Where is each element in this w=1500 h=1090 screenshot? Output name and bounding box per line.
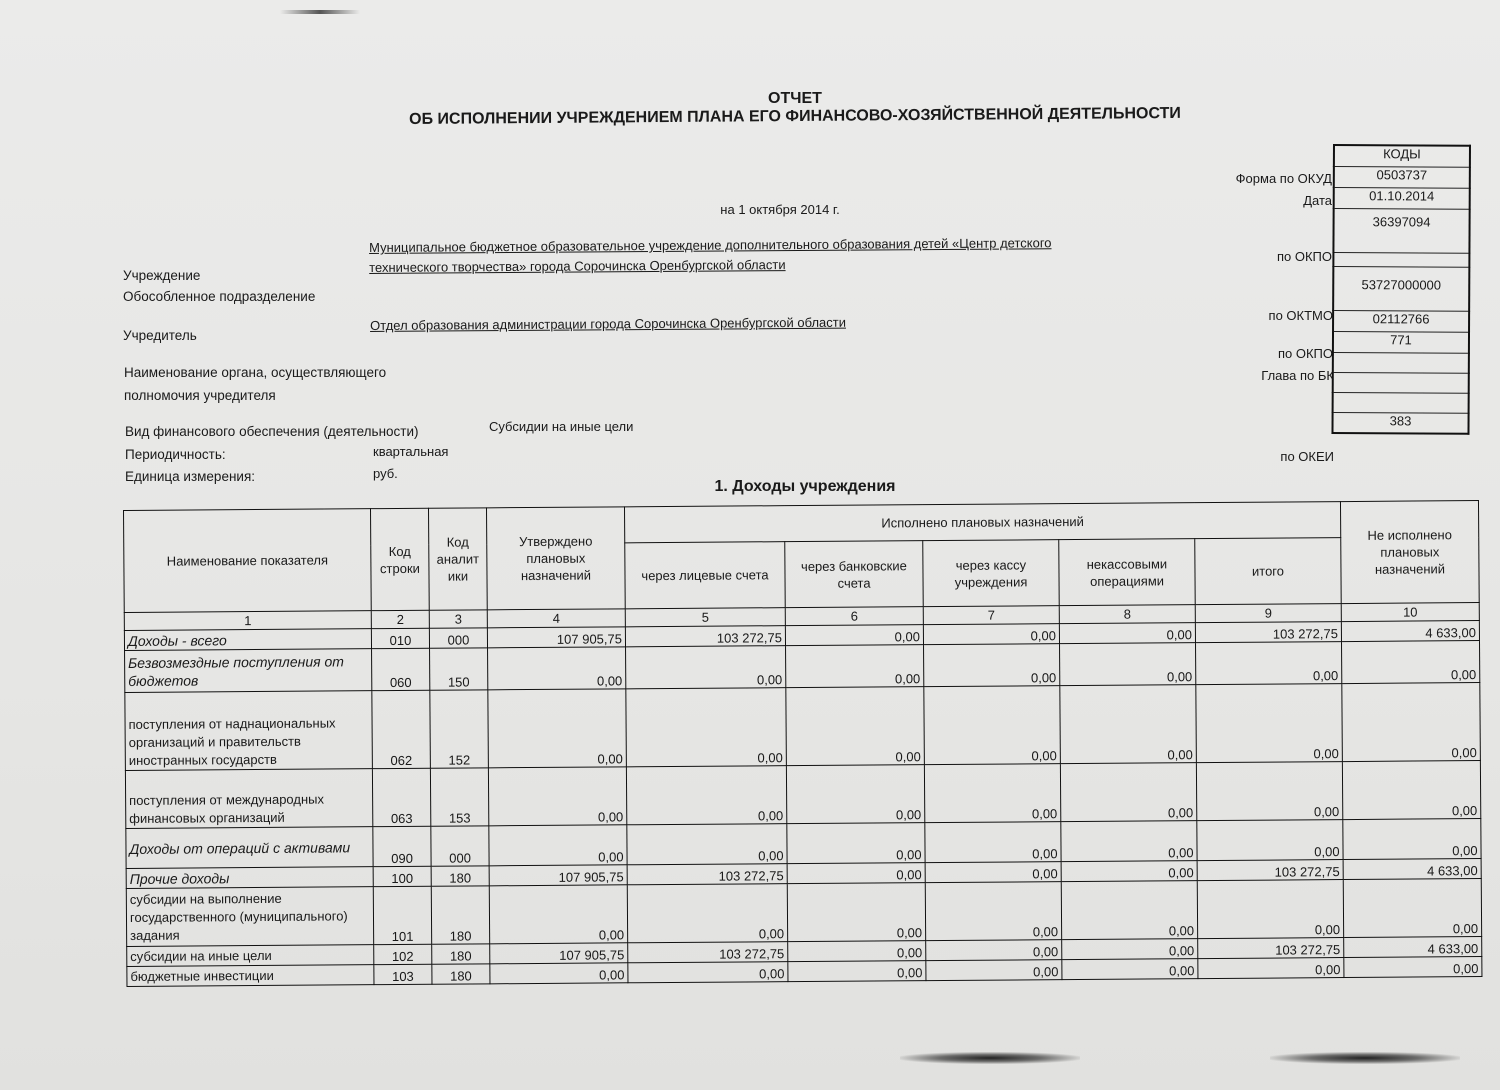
periodicity-value: квартальная <box>373 444 449 459</box>
authority-label-line1: Наименование органа, осуществляющего <box>124 365 387 380</box>
row-bank: 0,00 <box>786 645 924 688</box>
row-bank: 0,00 <box>786 687 925 766</box>
row-name: поступления от наднациональных организаций и правительств иностранных государств <box>125 691 373 771</box>
date-code-value: 01.10.2014 <box>1334 187 1470 209</box>
row-total: 0,00 <box>1198 958 1344 979</box>
scan-shadow-bottom <box>900 1052 1080 1064</box>
row-accounts: 0,00 <box>628 962 788 983</box>
section-title: 1. Доходы учреждения <box>714 478 896 495</box>
row-name: Доходы - всего <box>124 629 371 651</box>
codes-empty-row-2 <box>1333 352 1469 373</box>
row-cash: 0,00 <box>924 764 1060 823</box>
row-accounts: 0,00 <box>627 884 787 943</box>
date-code-label: Дата <box>1303 193 1332 208</box>
founder-value: Отдел образования администрации города Сорочинска Оренбургской области <box>370 314 846 333</box>
col-number: 10 <box>1341 603 1479 622</box>
col-number: 2 <box>371 610 429 628</box>
okei-value: 383 <box>1332 412 1468 434</box>
oktmo-label: по ОКТМО <box>1268 308 1333 323</box>
row-name: поступления от международных финансовых организаций <box>125 769 372 829</box>
row-accounts: 0,00 <box>626 646 786 689</box>
row-cash: 0,00 <box>924 644 1060 687</box>
row-analytic-code: 000 <box>431 826 489 866</box>
row-approved: 0,00 <box>488 647 626 690</box>
codes-empty-row-3 <box>1333 372 1469 393</box>
row-not-executed: 4 633,00 <box>1343 859 1481 880</box>
okpo-founder-label: по ОКПО <box>1277 346 1333 361</box>
row-cash: 0,00 <box>925 822 1061 863</box>
income-table <box>123 500 1482 987</box>
row-total: 103 272,75 <box>1198 938 1344 959</box>
row-approved: 0,00 <box>490 963 628 984</box>
scan-shadow-bottom <box>1270 1052 1460 1064</box>
row-total: 0,00 <box>1196 762 1342 821</box>
row-not-executed: 0,00 <box>1343 879 1481 938</box>
row-name: бюджетные инвестиции <box>127 965 374 987</box>
row-line-code: 103 <box>374 964 432 984</box>
row-not-executed: 0,00 <box>1344 957 1482 978</box>
row-line-code: 101 <box>373 886 431 944</box>
row-line-code: 062 <box>372 690 431 768</box>
row-total: 0,00 <box>1196 684 1343 763</box>
okpo-founder-value: 02112766 <box>1333 310 1469 332</box>
founder-label: Учредитель <box>123 328 197 343</box>
col-number: 1 <box>124 611 371 631</box>
row-bank: 0,00 <box>787 883 925 942</box>
glava-bk-label: Глава по БК <box>1261 368 1334 383</box>
institution-label: Учреждение <box>123 268 201 283</box>
row-bank: 0,00 <box>787 823 925 864</box>
col-number: 8 <box>1059 605 1195 624</box>
header-bank: через банковские счета <box>785 541 923 608</box>
row-line-code: 100 <box>373 866 431 886</box>
row-accounts: 0,00 <box>627 824 787 865</box>
row-not-executed: 4 633,00 <box>1344 937 1482 958</box>
col-number: 7 <box>923 606 1059 625</box>
row-approved: 107 905,75 <box>487 627 625 648</box>
row-analytic-code: 180 <box>431 886 489 944</box>
row-accounts: 103 272,75 <box>625 626 785 647</box>
row-line-code: 060 <box>372 648 430 690</box>
row-line-code: 010 <box>371 628 429 648</box>
row-not-executed: 4 633,00 <box>1341 621 1479 642</box>
row-name: Прочие доходы <box>126 867 373 889</box>
row-name: Доходы от операций с активами <box>126 827 373 869</box>
row-approved: 107 905,75 <box>490 943 628 964</box>
row-not-executed: 0,00 <box>1342 761 1480 820</box>
row-noncash: 0,00 <box>1061 861 1197 882</box>
row-name: субсидии на выполнение государственного (муниципального) задания <box>126 887 373 947</box>
scan-mark-top <box>280 10 360 14</box>
row-cash: 0,00 <box>926 940 1062 961</box>
row-bank: 0,00 <box>788 941 926 962</box>
okud-label: Форма по ОКУД <box>1235 171 1332 186</box>
col-number: 9 <box>1195 604 1341 623</box>
row-accounts: 103 272,75 <box>628 942 788 963</box>
oktmo-value: 53727000000 <box>1333 266 1469 311</box>
header-line-code: Код строки <box>370 508 429 610</box>
col-number: 6 <box>785 607 923 626</box>
row-accounts: 103 272,75 <box>627 864 787 885</box>
unit-value: руб. <box>373 466 398 481</box>
row-bank: 0,00 <box>785 625 923 646</box>
col-number: 4 <box>487 609 625 628</box>
header-total: итого <box>1195 538 1341 605</box>
table-row <box>126 879 1481 947</box>
col-number: 5 <box>625 608 785 627</box>
row-line-code: 102 <box>374 944 432 964</box>
institution-value: Муниципальное бюджетное образовательное учреждение дополнительного образования детей «Центр детского технического творчества» города Сорочинска Оренбургской области <box>369 235 1052 275</box>
report-date: на 1 октября 2014 г. <box>720 202 840 217</box>
row-noncash: 0,00 <box>1059 623 1195 644</box>
row-bank: 0,00 <box>786 765 924 824</box>
row-analytic-code: 153 <box>430 768 488 826</box>
row-total: 103 272,75 <box>1197 860 1343 881</box>
row-accounts: 0,00 <box>626 766 786 825</box>
header-noncash: некассовыми операциями <box>1059 539 1195 606</box>
authority-label-line2: полномочия учредителя <box>124 388 276 403</box>
row-total: 0,00 <box>1196 642 1342 685</box>
report-title: ОТЧЕТ <box>768 90 822 107</box>
row-line-code: 063 <box>372 768 430 826</box>
row-accounts: 0,00 <box>626 688 787 767</box>
row-analytic-code: 000 <box>429 628 487 648</box>
row-analytic-code: 180 <box>432 964 490 984</box>
row-noncash: 0,00 <box>1062 939 1198 960</box>
row-approved: 0,00 <box>489 825 627 866</box>
row-analytic-code: 180 <box>432 944 490 964</box>
header-accounts: через лицевые счета <box>625 542 785 609</box>
header-name: Наименование показателя <box>124 509 372 613</box>
table-row <box>125 761 1480 829</box>
row-bank: 0,00 <box>788 961 926 982</box>
row-noncash: 0,00 <box>1060 643 1196 686</box>
row-cash: 0,00 <box>925 882 1061 941</box>
row-analytic-code: 180 <box>431 866 489 886</box>
row-name: субсидии на иные цели <box>127 945 374 967</box>
row-approved: 0,00 <box>489 885 627 944</box>
row-noncash: 0,00 <box>1060 763 1196 822</box>
finance-type-value: Субсидии на иные цели <box>489 419 634 434</box>
row-not-executed: 0,00 <box>1342 683 1481 762</box>
header-approved: Утверждено плановых назначений <box>486 507 625 610</box>
subdivision-label: Обособленное подразделение <box>123 289 316 304</box>
row-cash: 0,00 <box>925 862 1061 883</box>
row-approved: 0,00 <box>488 767 626 826</box>
row-total: 0,00 <box>1197 880 1343 939</box>
row-noncash: 0,00 <box>1061 821 1197 862</box>
row-not-executed: 0,00 <box>1343 819 1481 860</box>
table-row <box>125 683 1481 771</box>
row-cash: 0,00 <box>924 686 1061 765</box>
row-noncash: 0,00 <box>1060 685 1197 764</box>
periodicity-label: Периодичность: <box>125 447 226 462</box>
report-subtitle: ОБ ИСПОЛНЕНИИ УЧРЕЖДЕНИЕМ ПЛАНА ЕГО ФИНАНСОВО-ХОЗЯЙСТВЕННОЙ ДЕЯТЕЛЬНОСТИ <box>409 104 1181 129</box>
row-approved: 107 905,75 <box>489 865 627 886</box>
row-analytic-code: 150 <box>430 648 488 690</box>
okpo-label: по ОКПО <box>1276 249 1332 264</box>
row-noncash: 0,00 <box>1061 881 1197 940</box>
row-name: Безвозмездные поступления от бюджетов <box>125 649 372 693</box>
codes-header: КОДЫ <box>1334 145 1470 167</box>
row-bank: 0,00 <box>787 863 925 884</box>
glava-bk-value: 771 <box>1333 331 1469 353</box>
okud-value: 0503737 <box>1334 166 1470 188</box>
row-total: 103 272,75 <box>1195 622 1341 643</box>
codes-empty-row-4 <box>1333 392 1469 413</box>
row-approved: 0,00 <box>488 689 627 768</box>
row-cash: 0,00 <box>926 960 1062 981</box>
row-cash: 0,00 <box>923 624 1059 645</box>
row-noncash: 0,00 <box>1062 959 1198 980</box>
codes-table <box>1331 144 1471 435</box>
okei-label: по ОКЕИ <box>1280 449 1334 464</box>
header-cash: через кассу учреждения <box>923 540 1059 607</box>
unit-label: Единица измерения: <box>125 469 256 484</box>
okpo-value: 36397094 <box>1333 208 1469 253</box>
row-not-executed: 0,00 <box>1341 641 1479 684</box>
codes-empty-row-1 <box>1333 252 1469 267</box>
row-analytic-code: 152 <box>430 690 489 768</box>
header-analytic-code: Код аналит ики <box>428 508 487 610</box>
col-number: 3 <box>429 610 487 628</box>
finance-type-label: Вид финансового обеспечения (деятельности) <box>125 424 419 439</box>
header-not-executed: Не исполнено плановых назначений <box>1340 501 1479 604</box>
row-total: 0,00 <box>1197 820 1343 861</box>
header-executed: Исполнено плановых назначений <box>624 502 1340 543</box>
row-line-code: 090 <box>373 826 431 866</box>
